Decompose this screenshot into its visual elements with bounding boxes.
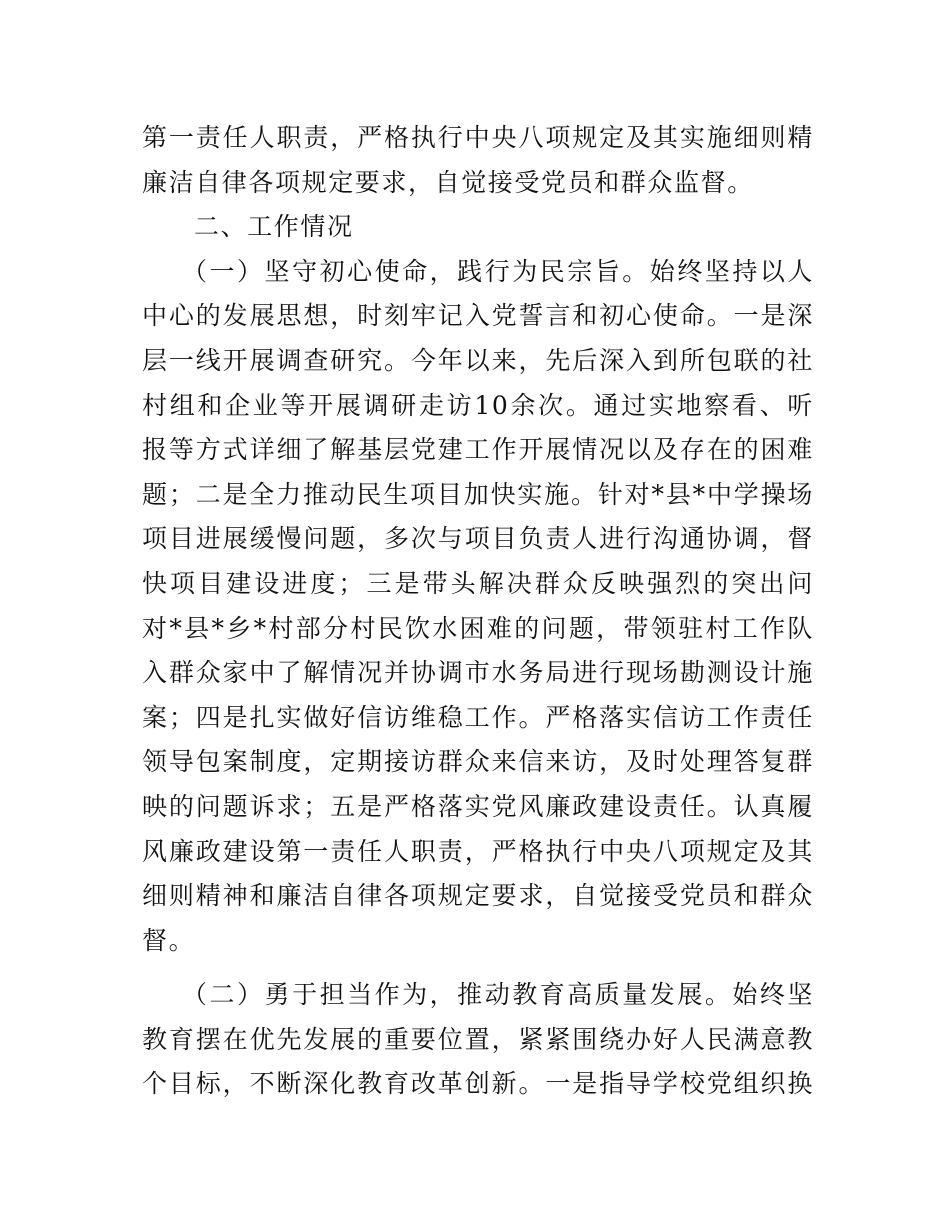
- text-line: 中心的发展思想，时刻牢记入党誓言和初心使命。一是深: [142, 301, 814, 331]
- text-line: 快项目建设进度；三是带头解决群众反映强烈的突出问: [142, 568, 814, 598]
- section-heading: 二、工作情况: [194, 212, 354, 242]
- text-line: 教育摆在优先发展的重要位置，紧紧围绕办好人民满意教: [142, 1024, 814, 1054]
- text-line: 报等方式详细了解基层党建工作开展情况以及存在的困难: [142, 435, 814, 465]
- text-line: 领导包案制度，定期接访群众来信来访，及时处理答复群: [142, 747, 814, 777]
- text-line: 案；四是扎实做好信访维稳工作。严格落实信访工作责任: [142, 702, 814, 732]
- text-line: 对*县*乡*村部分村民饮水困难的问题，带领驻村工作队: [142, 613, 814, 643]
- text-line: 层一线开展调查研究。今年以来，先后深入到所包联的社: [142, 345, 814, 375]
- document-body: [142, 116, 814, 1107]
- text-line: 题；二是全力推动民生项目加快实施。针对*县*中学操场: [142, 479, 814, 509]
- text-line: 风廉政建设第一责任人职责，严格执行中央八项规定及其: [142, 836, 814, 866]
- text-line: 第一责任人职责，严格执行中央八项规定及其实施细则精: [142, 123, 814, 152]
- subsection-heading-line: （一）坚守初心使命，践行为民宗旨。始终坚持以人: [182, 256, 814, 286]
- paragraph-gap: [142, 963, 814, 973]
- text-line: 廉洁自律各项规定要求，自觉接受党员和群众监督。: [142, 167, 754, 197]
- text-line: 细则精神和廉洁自律各项规定要求，自觉接受党员和群众: [142, 881, 814, 911]
- text-line: 映的问题诉求；五是严格落实党风廉政建设责任。认真履: [142, 791, 814, 821]
- text-line: 项目进展缓慢问题，多次与项目负责人进行沟通协调，督: [142, 524, 814, 554]
- text-line: 入群众家中了解情况并协调市水务局进行现场勘测设计施: [142, 658, 814, 688]
- text-line: 村组和企业等开展调研走访10余次。通过实地察看、听: [142, 390, 814, 420]
- text-line: 个目标，不断深化教育改革创新。一是指导学校党组织换: [142, 1069, 814, 1099]
- text-line: 督。: [142, 925, 196, 955]
- subsection-heading-line: （二）勇于担当作为，推动教育高质量发展。始终坚: [182, 980, 814, 1010]
